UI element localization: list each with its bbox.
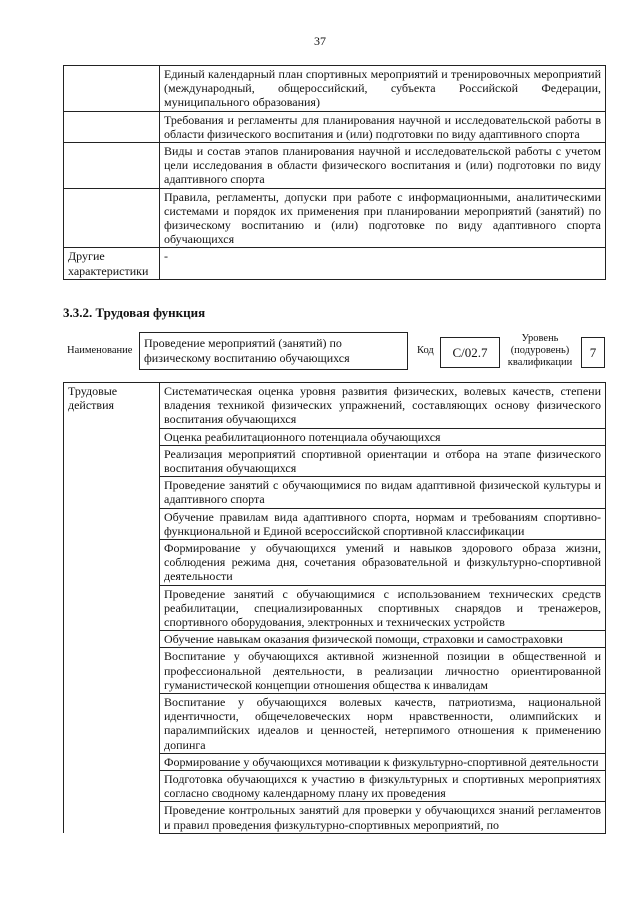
other-characteristics-label: Другие характеристики [64, 248, 160, 279]
action-item: Формирование у обучающихся умений и навыков здорового образа жизни, соблюдения режима дня, сочетания образовательной и физкультурно-спортивной деятельности [160, 540, 606, 586]
row-text: Правила, регламенты, допуски при работе с информационными, аналитическими системами и порядок их применения при планировании мероприятий (занятий) по физическому воспитанию и (или) подготовке по виду адаптивного спорта обучающихся [160, 188, 606, 248]
level-box: 7 [581, 337, 605, 368]
function-name-box: Проведение мероприятий (занятий) по физическому воспитанию обучающихся [139, 332, 408, 370]
labor-actions-table [63, 382, 606, 834]
page-number: 37 [314, 34, 326, 48]
section-title: 3.3.2. Трудовая функция [63, 305, 206, 320]
action-item: Проведение занятий с обучающимися с использованием технических средств реабилитации, специализированных спортивных снарядов и тренажеров, спортивного оборудования, электронных и технических устройств [160, 585, 606, 631]
level-label: Уровень (подуровень) квалификации [507, 333, 573, 368]
table-row [64, 66, 606, 112]
knowledge-table [63, 65, 606, 280]
action-item: Воспитание у обучающихся волевых качеств, патриотизма, национальной идентичности, общечеловеческих норм нравственности, олимпийских и паралимпийских идеалов и ценностей, нетерпимого отношения к применению допинга [160, 694, 606, 754]
labor-actions-label: Трудовые действия [64, 383, 160, 834]
action-item: Обучение навыкам оказания физической помощи, страховки и самостраховки [160, 631, 606, 648]
action-item: Систематическая оценка уровня развития физических, волевых качеств, степени владения техникой физических упражнений, составляющих основу физического воспитания обучающихся [160, 383, 606, 429]
row-text: Единый календарный план спортивных мероприятий и тренировочных мероприятий (международный, общероссийский, субъекта Российской Федерации, муниципального образования) [160, 66, 606, 112]
action-item: Обучение правилам вида адаптивного спорта, нормам и требованиям спортивно-функциональной и Единой всероссийской спортивной классификации [160, 508, 606, 539]
table-row-other [64, 248, 606, 279]
code-label: Код [417, 345, 434, 356]
row-text: Требования и регламенты для планирования научной и исследовательской работы в области физического воспитания и (или) подготовки по виду адаптивного спорта [160, 111, 606, 142]
row-label [64, 143, 160, 189]
table-row [64, 383, 606, 429]
action-item: Реализация мероприятий спортивной ориентации и отбора на этапе физического воспитания обучающихся [160, 445, 606, 476]
action-item: Проведение контрольных занятий для проверки у обучающихся знаний регламентов и правил проведения физкультурно-спортивных мероприятий, по [160, 802, 606, 833]
action-item: Формирование у обучающихся мотивации к физкультурно-спортивной деятельности [160, 753, 606, 770]
table-row [64, 111, 606, 142]
row-text: Виды и состав этапов планирования научной и исследовательской работы с учетом цели исследования в области физического воспитания и (или) подготовки по виду адаптивного спорта [160, 143, 606, 189]
table-row [64, 188, 606, 248]
other-characteristics-value: - [160, 248, 606, 279]
action-item: Подготовка обучающихся к участию в физкультурных и спортивных мероприятиях согласно сводному календарному плану их проведения [160, 771, 606, 802]
row-label [64, 111, 160, 142]
name-label: Наименование [67, 345, 133, 356]
action-item: Воспитание у обучающихся активной жизненной позиции в общественной и профессиональной деятельности, в реализации личностно ориентированной гуманистической концепции отношения общества к инвалидам [160, 648, 606, 694]
row-label [64, 66, 160, 112]
table-row [64, 143, 606, 189]
row-label [64, 188, 160, 248]
action-item: Оценка реабилитационного потенциала обучающихся [160, 428, 606, 445]
code-box: C/02.7 [440, 337, 500, 368]
action-item: Проведение занятий с обучающимися по видам адаптивной физической культуры и адаптивного спорта [160, 477, 606, 508]
